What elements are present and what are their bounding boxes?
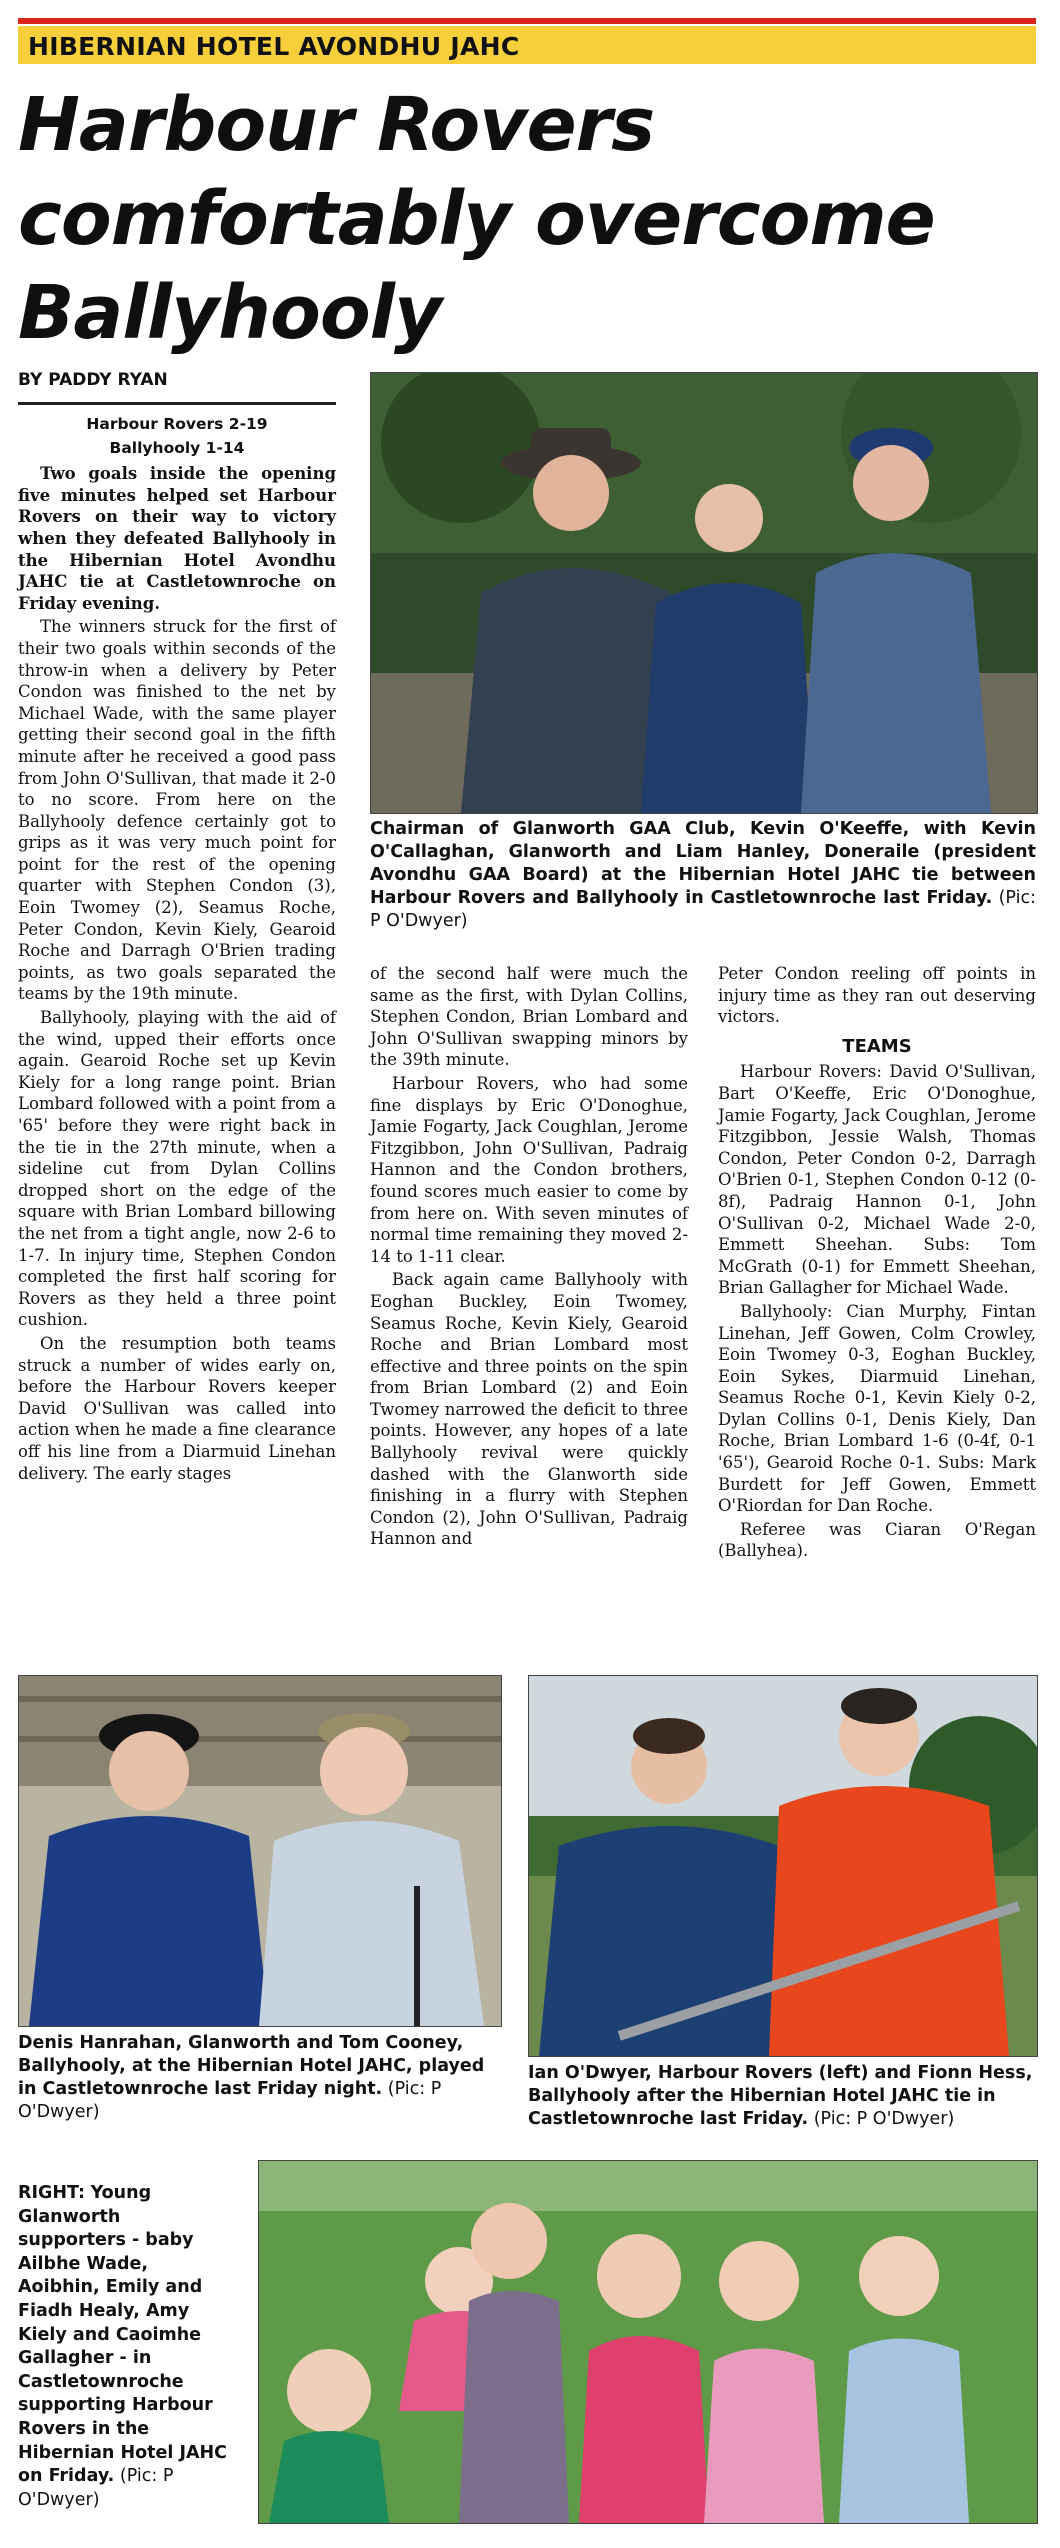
photo-credit: (Pic: P O'Dwyer) (18, 2466, 174, 2510)
photo-hanrahan-cooney (18, 1675, 502, 2027)
photo-odwyer-hess-image (529, 1676, 1037, 2056)
kicker-top-rule (18, 18, 1036, 24)
team-list-ballyhooly: Ballyhooly: Cian Murphy, Fintan Linehan, Jeff Gowen, Colm Crowley, Eoin Twomey 0-3, Eoghan Buckley, Eoin Sykes, Diarmuid Linehan, Seamus Roche 0-1, Kevin Kiely 0-2, Dylan Collins 0-1, Denis Kiely, Dan Roche, Brian Lombard 1-6 (0-4f, 0-1 '65'), Gearoid Roche 0-1. Subs: Mark Burdett for Jeff Gowen, Emmett O'Riordan for Dan Roche. (718, 1301, 1036, 1516)
caption-text: Chairman of Glanworth GAA Club, Kevin O'Keeffe, with Kevin O'Callaghan, Glanworth and Liam Hanley, Doneraile (president Avondhu GAA Board) at the Hibernian Hotel JAHC tie between Harbour Rovers and Ballyhooly in Castletownroche last Friday. (370, 819, 1036, 908)
photo-credit: (Pic: P O'Dwyer) (18, 2079, 442, 2122)
photo-credit: (Pic: P O'Dwyer) (813, 2109, 955, 2129)
body-paragraph: Harbour Rovers, who had some fine displays by Eric O'Donoghue, Jamie Fogarty, Jack Coughlan, Jerome Fitzgibbon, John O'Sullivan, Padraig Hannon and the Condon brothers, found scores much easier to come by from here on. With seven minutes of normal time remaining they moved 2-14 to 1-11 clear. (370, 1073, 688, 1266)
body-paragraph: of the second half were much the same as the first, with Dylan Collins, Stephen Condon, Brian Lombard and John O'Sullivan swapping minors by the 39th minute. (370, 964, 688, 1070)
body-paragraph: Peter Condon reeling off points in injury time as they ran out deserving victors. (718, 964, 1036, 1027)
caption-text: Ian O'Dwyer, Harbour Rovers (left) and Fionn Hess, Ballyhooly after the Hibernian Hotel JAHC tie in Castletownroche last Friday. (528, 2063, 1033, 2129)
photo-young-supporters-image (259, 2161, 1037, 2523)
headline: Harbour Rovers comfortably overcome Ballyhooly (18, 82, 935, 356)
caption-hanrahan-cooney (18, 2032, 500, 2124)
team-list-harbour-rovers: Harbour Rovers: David O'Sullivan, Bart O'Keeffe, Eric O'Donoghue, Jamie Fogarty, Jack Coughlan, Jerome Fitzgibbon, Jessie Walsh, Thomas Condon, Peter Condon 0-2, Darragh O'Brien 0-1, Stephen Condon 0-12 (0-8f), Padraig Hannon 0-1, John O'Sullivan 0-2, Michael Wade 2-0, Emmett Sheehan. Subs: Tom McGrath (0-1) for Emmett Sheehan, Brian Gallagher for Michael Wade. (718, 1062, 1036, 1298)
photo-credit: (Pic: P O'Dwyer) (370, 888, 1036, 931)
intro-paragraph: Two goals inside the opening five minutes helped set Harbour Rovers on their way to victory when they defeated Ballyhooly in the Hibernian Hotel Avondhu JAHC tie at Castletownroche on Friday evening. (18, 464, 336, 613)
body-paragraph: Ballyhooly, playing with the aid of the wind, upped their efforts once again. Gearoid Roche set up Kevin Kiely for a long range point. Brian Lombard followed with a point from a '65' before they were right back in the tie in the 27th minute, when a sideline cut from Dylan Collins dropped short on the edge of the square with Brian Lombard billowing the net from a tight angle, now 2-6 to 1-7. In injury time, Stephen Condon completed the first half scoring for Rovers as they held a three point cushion. (18, 1008, 336, 1330)
article-column-2 (370, 963, 688, 1552)
photo-young-supporters (258, 2160, 1038, 2524)
referee-line: Referee was Ciaran O'Regan (Ballyhea). (718, 1519, 1036, 1561)
byline-rule (18, 402, 336, 405)
score-line-1: Harbour Rovers 2-19 (86, 415, 268, 433)
photo-hanrahan-cooney-image (19, 1676, 501, 2026)
photo-officials (370, 372, 1038, 814)
teams-heading: TEAMS (842, 1035, 912, 1057)
caption-text: Young Glanworth supporters - baby Ailbhe Wade, Aoibhin, Emily and Fiadh Healy, Amy Kiely and Caoimhe Gallagher - in Castletownroche supporting Harbour Rovers in the Hibernian Hotel JAHC on Friday. (18, 2183, 228, 2487)
byline: BY PADDY RYAN (18, 370, 168, 390)
article-column-3 (718, 963, 1036, 1564)
caption-odwyer-hess (528, 2062, 1036, 2131)
body-paragraph: The winners struck for the first of their two goals within seconds of the throw-in when a delivery by Peter Condon was finished to the net by Michael Wade, with the same player getting their second goal in the fifth minute after he received a good pass from John O'Sullivan, that made it 2-0 to no score. From here on the Ballyhooly defence certainly got to grips as it was very much point for point for the rest of the opening quarter with Stephen Condon (3), Eoin Twomey (2), Seamus Roche, Peter Condon, Kevin Kiely, Gearoid Roche and Darragh O'Brien trading points, as two goals separated the teams by the 19th minute. (18, 617, 336, 1004)
caption-officials (370, 818, 1036, 933)
kicker-text: HIBERNIAN HOTEL AVONDHU JAHC (28, 32, 520, 61)
section-kicker (18, 26, 1036, 64)
caption-text: Denis Hanrahan, Glanworth and Tom Cooney, Ballyhooly, at the Hibernian Hotel JAHC, played in Castletownroche last Friday night. (18, 2033, 485, 2099)
article-column-1 (18, 414, 336, 1486)
photo-officials-image (371, 373, 1037, 813)
body-paragraph: Back again came Ballyhooly with Eoghan Buckley, Eoin Twomey, Seamus Roche, Kevin Kiely, Gearoid Roche and Brian Lombard most effective and three points on the spin from Brian Lombard (2) and Eoin Twomey narrowed the deficit to three points. However, any hopes of a late Ballyhooly revival were quickly dashed with the Glanworth side finishing in a flurry with Stephen Condon (2), John O'Sullivan, Padraig Hannon and (370, 1270, 688, 1549)
photo-odwyer-hess (528, 1675, 1038, 2057)
body-paragraph: On the resumption both teams struck a number of wides early on, before the Harbour Rovers keeper David O'Sullivan was called into action when he made a fine clearance off his line from a Diarmuid Linehan delivery. The early stages (18, 1333, 336, 1483)
caption-label: RIGHT: (18, 2183, 85, 2203)
score-line-2: Ballyhooly 1-14 (109, 438, 245, 457)
caption-young-supporters (18, 2182, 234, 2512)
